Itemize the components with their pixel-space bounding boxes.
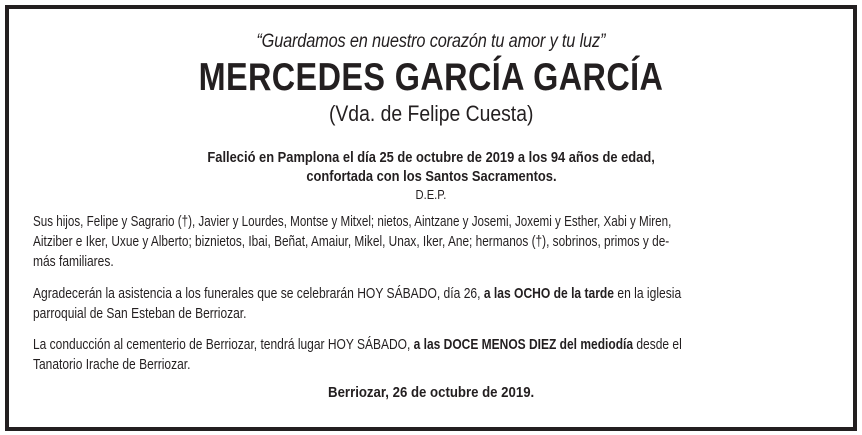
family-line-2-text: Aitziber e Iker, Uxue y Alberto; biznietos, Ibai, Beñat, Amaiur, Mikel, Unax, Iker, Ane; hermanos (†), sobrinos, primos y de- [33,233,670,250]
funeral-paragraph-line-2 [33,305,833,322]
deceased-name-text: MERCEDES GARCÍA GARCÍA [198,56,664,99]
rip-label-text: D.E.P. [415,187,447,202]
place-date-signoff-text: Berriozar, 26 de octubre de 2019. [327,384,535,401]
funeral-line-1-post: en la iglesia [614,285,682,302]
funeral-line-2-text: parroquial de San Esteban de Berriozar. [33,305,247,322]
burial-paragraph-line-2 [33,356,833,373]
family-line-3-text: más familiares. [33,253,114,270]
funeral-time-highlight: a las OCHO de la tarde [483,285,615,302]
death-announcement-line-1-text: Falleció en Pamplona el día 25 de octubre de 2019 a los 94 años de edad, [207,149,655,166]
widow-subtitle-text: (Vda. de Felipe Cuesta) [328,101,534,126]
place-date-signoff [0,384,862,401]
death-announcement-line-2 [0,168,862,185]
burial-line-1-pre: La conducción al cementerio de Berriozar, tendrá lugar HOY SÁBADO, [33,336,414,353]
memorial-quote-text: “Guardamos en nuestro corazón tu amor y tu luz” [256,31,606,52]
burial-paragraph-line-1 [33,336,833,353]
family-paragraph-line-2 [33,233,833,250]
rip-label [0,187,862,202]
family-paragraph-line-3 [33,253,833,270]
funeral-paragraph-line-1 [33,285,833,302]
burial-line-1 [33,336,682,353]
widow-subtitle [0,101,862,127]
family-line-1-text: Sus hijos, Felipe y Sagrario (†), Javier y Lourdes, Montse y Mitxel; nietos, Aintzane y Josemi, Joxemi y Esther, Xabi y Miren, [33,213,672,230]
death-announcement-line-1 [0,149,862,166]
burial-line-1-post: desde el [633,336,682,353]
burial-time-highlight: a las DOCE MENOS DIEZ del mediodía [413,336,634,353]
deceased-name [0,56,862,100]
burial-line-2-text: Tanatorio Irache de Berriozar. [33,356,191,373]
funeral-line-1 [33,285,681,302]
funeral-line-1-pre: Agradecerán la asistencia a los funerales que se celebrarán HOY SÁBADO, día 26, [33,285,484,302]
death-announcement-line-2-text: confortada con los Santos Sacramentos. [305,168,557,185]
memorial-quote [0,31,862,53]
family-paragraph-line-1 [33,213,833,230]
